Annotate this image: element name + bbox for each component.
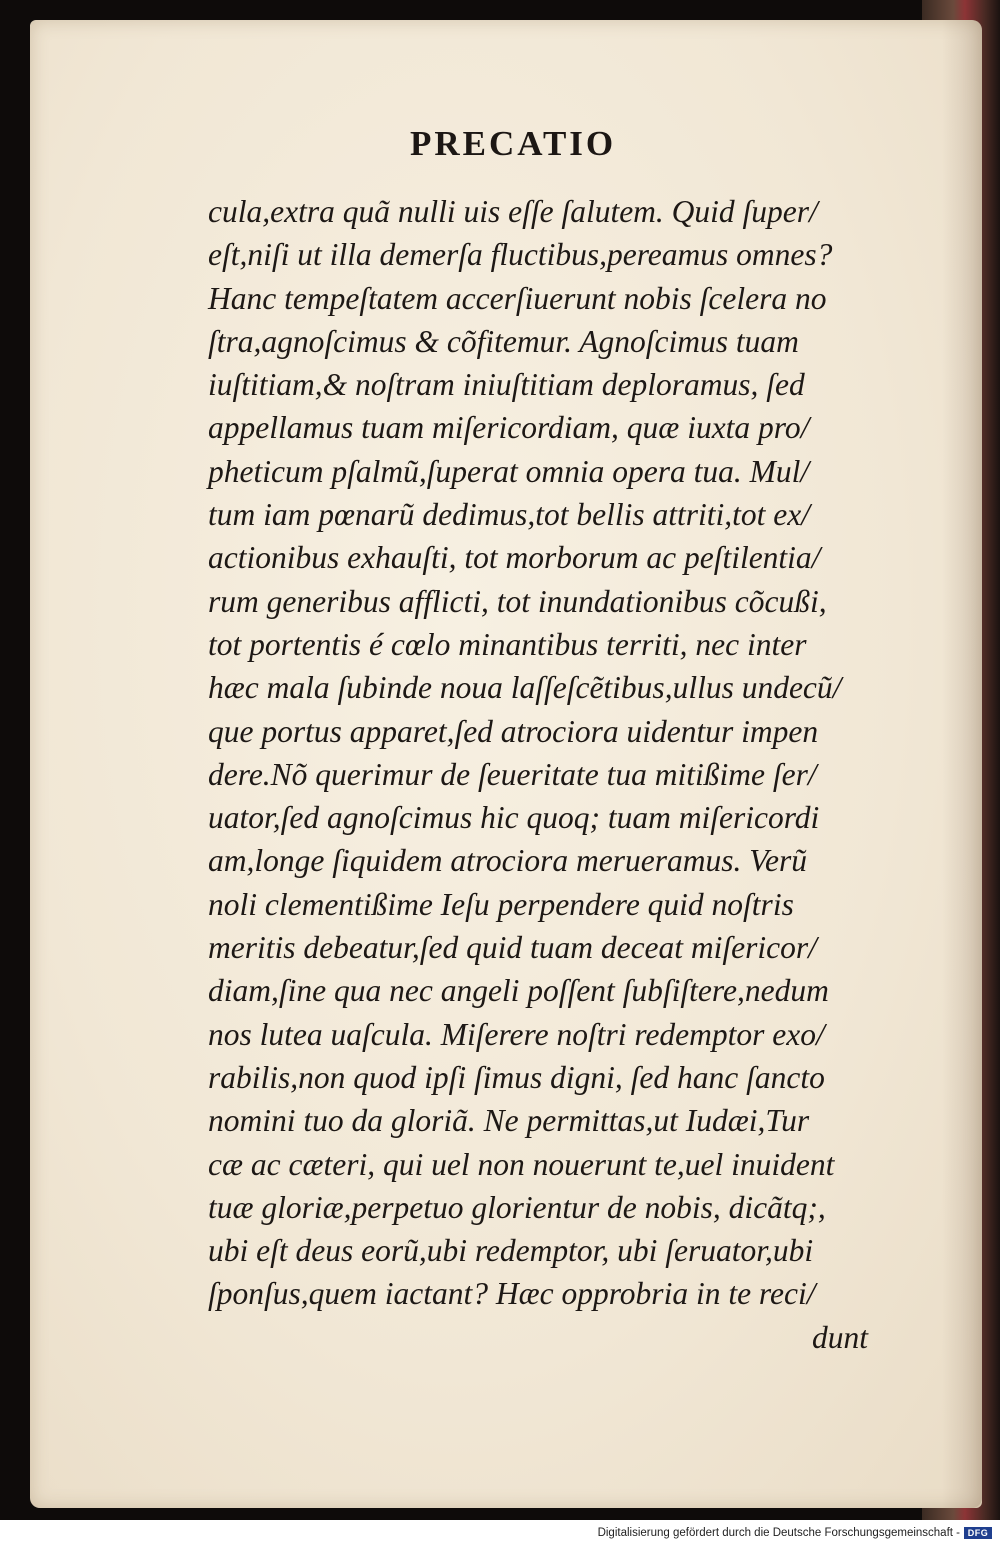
text-line: tum iam pœnarũ dedimus,tot bellis attriti,tot ex/ xyxy=(208,497,810,533)
text-line: uator,ſed agnoſcimus hic quoq; tuam miſericordi xyxy=(208,800,820,836)
text-line: ſtra,agnoſcimus & cõfitemur. Agnoſcimus tuam xyxy=(208,323,799,359)
text-line: diam,ſine qua nec angeli poſſent ſubſiſtere,nedum xyxy=(208,973,829,1009)
text-line: tuæ gloriæ,perpetuo glorientur de nobis, dicãtq;, xyxy=(208,1189,826,1225)
text-line: rabilis,non quod ipſi ſimus digni, ſed hanc ſancto xyxy=(208,1059,825,1095)
text-line: noli clementißime Ieſu perpendere quid noſtris xyxy=(208,886,794,922)
catchword: dunt xyxy=(811,1319,868,1355)
text-line: pheticum pſalmũ,ſuperat omnia opera tua. Mul/ xyxy=(208,453,810,489)
text-line: meritis debeatur,ſed quid tuam deceat miſericor/ xyxy=(208,930,817,966)
text-line: tot portentis é cœlo minantibus territi, nec inter xyxy=(208,626,807,662)
page-edge-shadow xyxy=(942,20,982,1508)
text-line: cula,extra quã nulli uis eſſe ſalutem. Quid ſuper/ xyxy=(208,194,818,229)
text-line: nomini tuo da gloriã. Ne permittas,ut Iudæi,Tur xyxy=(208,1103,810,1139)
text-line: cæ ac cæteri, qui uel non nouerunt te,uel inuident xyxy=(208,1146,835,1182)
dfg-logo: DFG xyxy=(964,1527,992,1539)
text-line: am,longe ſiquidem atrociora merueramus. Verũ xyxy=(208,843,808,879)
text-line: iuſtitiam,& noſtram iniuſtitiam deploramus, ſed xyxy=(208,367,805,403)
funding-credit: Digitalisierung gefördert durch die Deutsche Forschungsgemeinschaft - xyxy=(597,1527,960,1539)
text-line: appellamus tuam miſericordiam, quæ iuxta pro/ xyxy=(208,410,810,446)
text-line: actionibus exhauſti, tot morborum ac peſtilentia/ xyxy=(208,540,821,576)
text-line: hæc mala ſubinde noua laſſeſcẽtibus,ullus undecũ/ xyxy=(208,670,842,706)
text-line: eſt,niſi ut illa demerſa fluctibus,pereamus omnes? xyxy=(208,237,833,273)
text-line: ſponſus,quem iactant? Hæc opprobria in te reci/ xyxy=(208,1276,816,1312)
body-text xyxy=(208,190,898,1359)
text-line: nos lutea uaſcula. Miſerere noſtri redemptor exo/ xyxy=(208,1016,825,1052)
text-line: que portus apparet,ſed atrociora uidentur impen xyxy=(208,713,819,749)
text-line: ubi eſt deus eorũ,ubi redemptor, ubi ſeruator,ubi xyxy=(208,1233,814,1269)
running-header: PRECATIO xyxy=(410,124,617,163)
text-line: rum generibus afflicti, tot inundationibus cõcußi, xyxy=(208,583,827,619)
footer-bar xyxy=(0,1520,1000,1547)
text-line: dere.Nõ querimur de ſeueritate tua mitißime ſer/ xyxy=(208,756,817,792)
text-line: Hanc tempeſtatem accerſiuerunt nobis ſcelera no xyxy=(208,280,827,316)
